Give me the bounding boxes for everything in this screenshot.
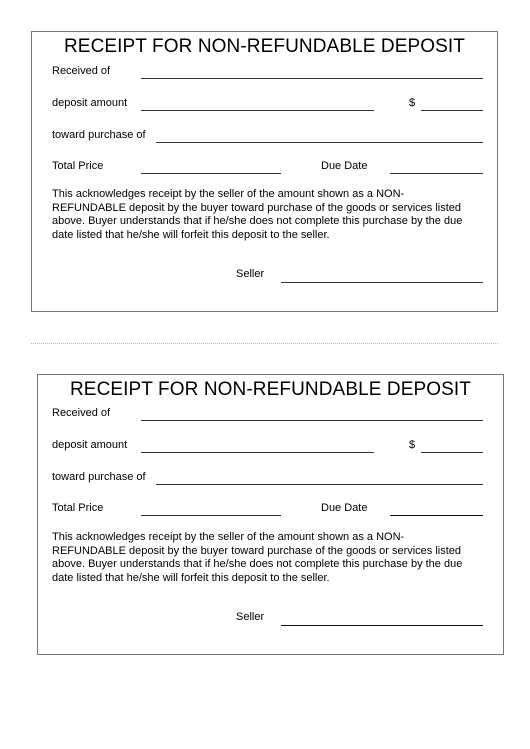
toward-purchase-field[interactable] xyxy=(156,142,483,143)
received-of-field[interactable] xyxy=(141,78,483,79)
deposit-dollar-field[interactable] xyxy=(421,110,483,111)
received-of-label: Received of xyxy=(52,407,111,419)
deposit-amount-label: deposit amount xyxy=(52,97,128,109)
deposit-amount-label: deposit amount xyxy=(52,439,128,451)
receipt-title: RECEIPT FOR NON-REFUNDABLE DEPOSIT xyxy=(69,379,472,400)
total-price-label: Total Price xyxy=(52,502,104,514)
toward-purchase-field[interactable] xyxy=(156,484,483,485)
due-date-label: Due Date xyxy=(321,502,368,514)
received-of-field[interactable] xyxy=(141,420,483,421)
receipt-title: RECEIPT FOR NON-REFUNDABLE DEPOSIT xyxy=(63,36,466,57)
acknowledgement-text: This acknowledges receipt by the seller of the amount shown as a NON-REFUNDABLE deposit by the buyer toward purchase of the goods or services listed above. Buyer understands that if he/she does not complete this purchase by the due date listed that he/she will forfeit this deposit to the seller. xyxy=(52,531,463,584)
total-price-label: Total Price xyxy=(52,160,104,172)
seller-label: Seller xyxy=(236,268,265,280)
received-of-label: Received of xyxy=(52,65,111,77)
toward-purchase-label: toward purchase of xyxy=(52,471,146,483)
acknowledgement-text: This acknowledges receipt by the seller of the amount shown as a NON-REFUNDABLE deposit by the buyer toward purchase of the goods or services listed above. Buyer understands that if he/she does not complete this purchase by the due date listed that he/she will forfeit this deposit to the seller. xyxy=(52,188,463,241)
total-price-field[interactable] xyxy=(141,173,281,174)
dollar-sign: $ xyxy=(409,439,416,451)
deposit-dollar-field[interactable] xyxy=(421,452,483,453)
due-date-field[interactable] xyxy=(390,173,483,174)
seller-label: Seller xyxy=(236,611,265,623)
seller-signature-field[interactable] xyxy=(281,625,483,626)
toward-purchase-label: toward purchase of xyxy=(52,129,146,141)
deposit-amount-field[interactable] xyxy=(141,110,374,111)
receipt-form-bottom xyxy=(37,374,504,655)
due-date-label: Due Date xyxy=(321,160,368,172)
total-price-field[interactable] xyxy=(141,515,281,516)
dollar-sign: $ xyxy=(409,97,416,109)
deposit-amount-field[interactable] xyxy=(141,452,374,453)
seller-signature-field[interactable] xyxy=(281,282,483,283)
cut-line xyxy=(31,343,498,344)
due-date-field[interactable] xyxy=(390,515,483,516)
receipt-form-top xyxy=(31,31,498,312)
